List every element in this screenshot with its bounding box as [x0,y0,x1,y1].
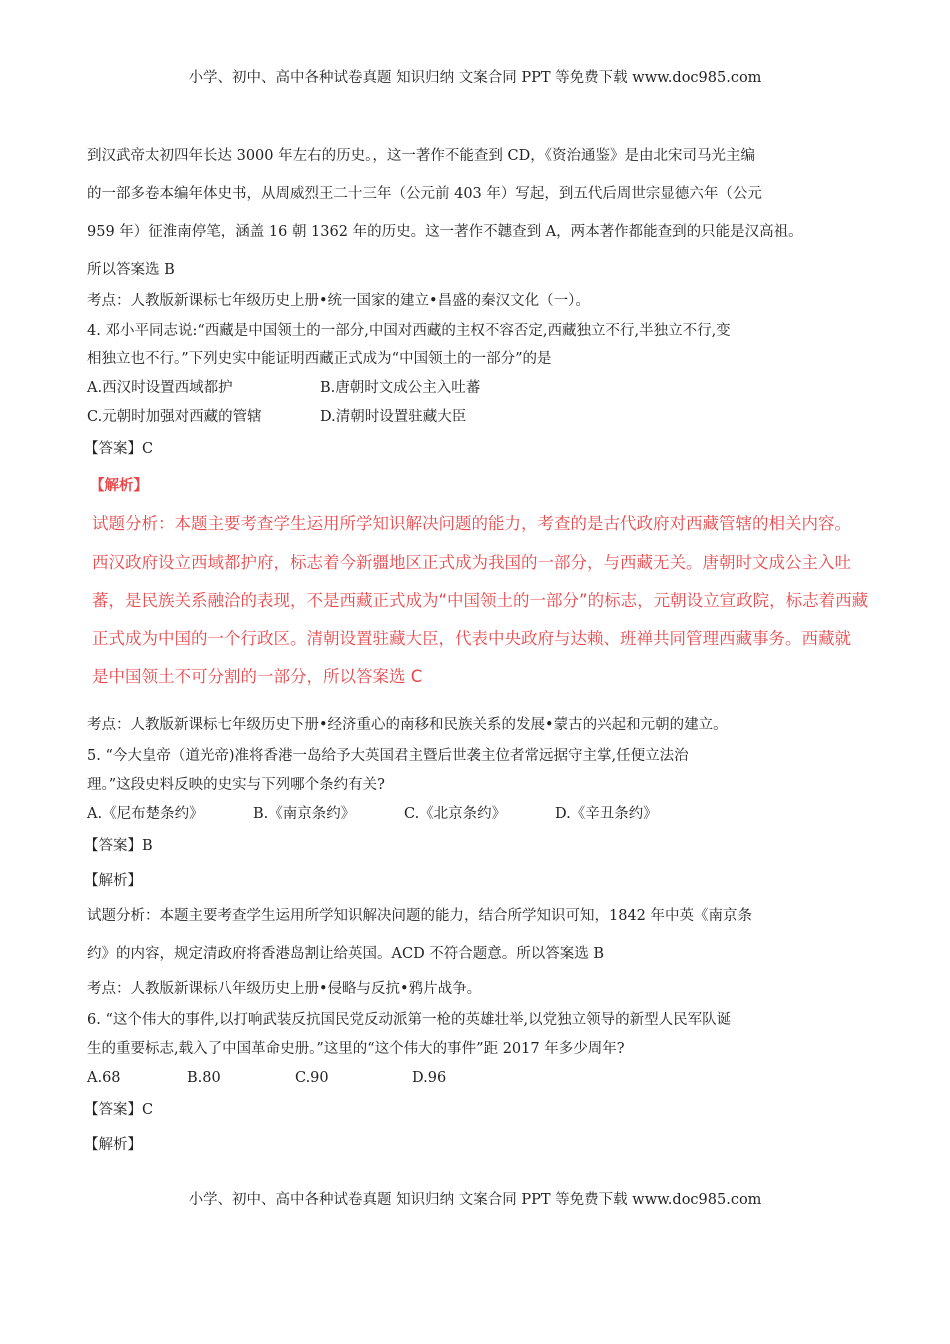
option-b: B.《南京条约》 [253,806,356,822]
option-a: A.《尼布楚条约》 [87,806,204,822]
analysis-line: 959 年）征淮南停笔，涵盖 16 朝 1362 年的历史。这一著作不韢查到 A，两本著作都能查到的只能是汉高祖。 [87,224,803,240]
option-a: A.西汉时设置西域都护 [87,380,233,396]
analysis-line: 的一部多卷本编年体史书，从周威烈王二十三年（公元前 403 年）写起，到五代后周世宗显德六年（公元 [87,186,762,202]
analysis-line: 正式成为中国的一个行政区。清朝设置驻藏大臣，代表中央政府与达赖、班禅共同管理西藏事务。西藏就 [92,629,851,648]
analysis-line: 蕃，是民族关系融洽的表现，不是西藏正式成为“中国领土的一部分”的标志，元朝设立宣政院，标志着西藏 [92,591,869,610]
option-d: D.96 [412,1070,447,1086]
analysis-label: 【解析】 [90,477,148,494]
question-stem: 5. “今大皇帝（道光帝)准将香港一岛给予大英国君主暨后世袭主位者常远据守主掌,任便立法治 [87,748,689,764]
page-footer: 小学、初中、高中各种试卷真题 知识归纳 文案合同 PPT 等免费下载 www.doc985.com [188,1192,762,1208]
option-c: C.元朝时加强对西藏的管辖 [87,409,262,425]
analysis-label: 【解析】 [84,873,142,889]
analysis-line: 试题分析：本题主要考查学生运用所学知识解决问题的能力，结合所学知识可知，1842 年中英《南京条 [87,908,753,924]
kaodian: 考点：人教版新课标八年级历史上册•侵略与反抗•鸦片战争。 [87,981,482,997]
option-d: D.《辛丑条约》 [555,806,658,822]
option-c: C.《北京条约》 [404,806,507,822]
kaodian: 考点：人教版新课标七年级历史上册•统一国家的建立•昌盛的秦汉文化（一）。 [87,293,590,309]
option-c: C.90 [295,1070,329,1086]
answer: 【答案】C [84,441,154,457]
option-d: D.清朝时设置驻藏大臣 [320,409,467,425]
question-stem: 相独立也不行。”下列史实中能证明西藏正式成为“中国领土的一部分”的是 [87,351,552,367]
option-a: A.68 [87,1070,121,1086]
option-b: B.80 [187,1070,221,1086]
question-stem: 4. 邓小平同志说:“西藏是中国领土的一部分,中国对西藏的主权不容否定,西藏独立不行,半独立不行,变 [87,323,731,339]
analysis-line: 西汉政府设立西域都护府，标志着今新疆地区正式成为我国的一部分，与西藏无关。唐朝时文成公主入吐 [92,553,851,572]
analysis-label: 【解析】 [84,1137,142,1153]
question-stem: 理。”这段史料反映的史实与下列哪个条约有关? [87,777,385,793]
analysis-line: 到汉武帝太初四年长达 3000 年左右的历史。，这一著作不能查到 CD，《资治通鉴》是由北宋司马光主编 [87,148,755,164]
question-stem: 6. “这个伟大的事件,以打响武装反抗国民党反动派第一枪的英雄壮举,以党独立领导的新型人民军队诞 [87,1012,732,1028]
answer: 【答案】B [84,838,153,854]
analysis-line: 是中国领土不可分割的一部分，所以答案选 C [92,667,423,686]
kaodian: 考点：人教版新课标七年级历史下册•经济重心的南移和民族关系的发展•蒙古的兴起和元朝的建立。 [87,717,728,733]
answer: 【答案】C [84,1102,154,1118]
analysis-line: 约》的内容，规定清政府将香港岛割让给英国。ACD 不符合题意。所以答案选 B [87,946,605,962]
page-header: 小学、初中、高中各种试卷真题 知识归纳 文案合同 PPT 等免费下载 www.doc985.com [188,70,762,86]
option-b: B.唐朝时文成公主入吐蕃 [320,380,481,396]
analysis-line: 所以答案选 B [87,262,175,278]
analysis-line: 试题分析：本题主要考查学生运用所学知识解决问题的能力，考查的是古代政府对西藏管辖的相关内容。 [92,514,851,533]
question-stem: 生的重要标志,载入了中国革命史册。”这里的“这个伟大的事件”距 2017 年多少周年? [87,1041,625,1057]
